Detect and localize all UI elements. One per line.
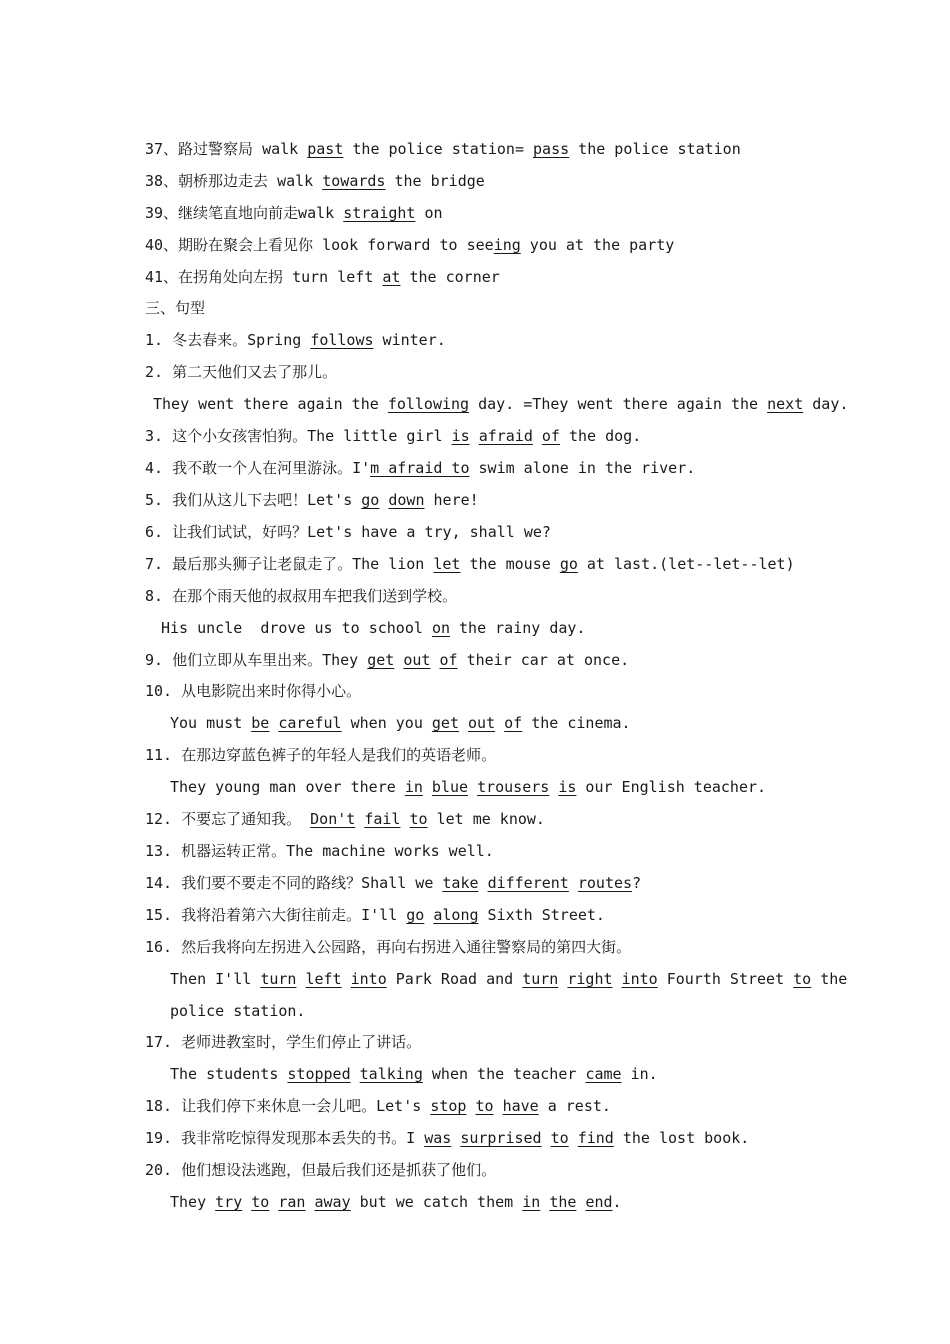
underlined-answer: left <box>305 970 342 988</box>
text-segment <box>400 810 409 828</box>
underlined-answer: ran <box>278 1193 306 1211</box>
text-segment: day. =They went there again the <box>469 395 768 413</box>
text-line <box>161 618 585 638</box>
text-segment <box>569 1129 578 1147</box>
underlined-answer: careful <box>278 714 342 732</box>
text-segment: 1. 冬去春来。Spring <box>145 331 311 349</box>
underlined-answer: on <box>431 619 450 637</box>
text-segment <box>305 1193 314 1211</box>
text-segment: police station. <box>170 1002 306 1020</box>
underlined-answer: down <box>388 491 425 509</box>
text-segment: winter. <box>373 331 446 349</box>
text-segment <box>351 1065 360 1083</box>
text-segment: 41、在拐角处向左拐 turn left <box>145 268 383 286</box>
underlined-answer: along <box>433 906 479 924</box>
text-line <box>145 809 545 829</box>
text-line <box>145 203 443 223</box>
text-segment: 14. 我们要不要走不同的路线？Shall we <box>145 874 443 892</box>
text-segment: the corner <box>400 268 500 286</box>
underlined-answer: turn <box>522 970 559 988</box>
text-segment: 38、朝桥那边走去 walk <box>145 172 323 190</box>
underlined-answer: towards <box>322 172 386 190</box>
text-line <box>145 139 741 159</box>
text-segment: here! <box>424 491 479 509</box>
text-segment: you at the party <box>520 236 675 254</box>
text-segment: the dog. <box>559 427 642 445</box>
text-line <box>145 490 479 510</box>
underlined-answer: afraid <box>478 427 533 445</box>
text-segment <box>479 874 488 892</box>
underlined-answer: past <box>307 140 344 158</box>
text-segment: Sixth Street. <box>478 906 605 924</box>
underlined-answer: is <box>451 427 470 445</box>
text-segment <box>468 778 477 796</box>
text-line <box>145 362 337 382</box>
text-line <box>145 330 446 350</box>
underlined-answer: was <box>424 1129 452 1147</box>
text-segment: when you <box>341 714 432 732</box>
text-segment: ? <box>632 874 642 892</box>
text-segment: 2. 第二天他们又去了那儿。 <box>145 363 338 381</box>
text-segment: 20. 他们想设法逃跑，但最后我们还是抓获了他们。 <box>145 1161 497 1179</box>
underlined-answer: stopped <box>287 1065 351 1083</box>
text-segment: Then I'll <box>170 970 261 988</box>
text-segment: They <box>170 1193 216 1211</box>
text-segment: 39、继续笔直地向前走walk <box>145 204 344 222</box>
underlined-answer: away <box>314 1193 351 1211</box>
text-line <box>145 1096 611 1116</box>
underlined-answer: is <box>558 778 577 796</box>
underlined-answer: blue <box>431 778 469 796</box>
text-segment <box>242 1193 251 1211</box>
underlined-answer: follows <box>310 331 374 349</box>
underlined-answer: the <box>549 1193 577 1211</box>
text-segment <box>533 427 542 445</box>
text-segment: day. <box>803 395 849 413</box>
text-line <box>145 267 500 287</box>
text-segment: the cinema. <box>522 714 631 732</box>
text-segment: 7. 最后那头狮子让老鼠走了。The lion <box>145 555 434 573</box>
text-segment: swim alone in the river. <box>469 459 696 477</box>
underlined-answer: try <box>215 1193 243 1211</box>
underlined-answer: get <box>431 714 459 732</box>
text-line <box>170 777 766 797</box>
text-segment: our English teacher. <box>576 778 767 796</box>
underlined-answer: Don't <box>310 810 356 828</box>
underlined-answer: fail <box>364 810 401 828</box>
text-line <box>145 554 795 574</box>
underlined-answer: in <box>522 1193 541 1211</box>
text-line <box>145 937 631 957</box>
underlined-answer: talking <box>359 1065 423 1083</box>
underlined-answer: next <box>767 395 804 413</box>
text-segment <box>542 1129 551 1147</box>
underlined-answer: routes <box>577 874 633 892</box>
text-segment: The students <box>170 1065 288 1083</box>
text-segment <box>459 714 468 732</box>
underlined-answer: find <box>577 1129 614 1147</box>
text-line <box>170 713 631 733</box>
underlined-answer: m afraid to <box>370 459 470 477</box>
underlined-answer: to <box>409 810 428 828</box>
underlined-answer: stop <box>430 1097 467 1115</box>
text-line <box>145 681 361 701</box>
underlined-answer: right <box>567 970 613 988</box>
text-line <box>170 969 847 989</box>
underlined-answer: of <box>439 651 458 669</box>
text-line <box>145 522 551 542</box>
text-segment: at last.(let--let--let) <box>577 555 795 573</box>
text-segment <box>613 970 622 988</box>
text-line <box>145 298 205 318</box>
text-line <box>145 586 457 606</box>
text-line <box>145 745 496 765</box>
text-segment: 4. 我不敢一个人在河里游泳。I' <box>145 459 371 477</box>
text-segment: but we catch them <box>350 1193 523 1211</box>
text-line <box>145 650 629 670</box>
text-segment: They young man over there <box>170 778 405 796</box>
text-segment: Park Road and <box>386 970 523 988</box>
underlined-answer: out <box>403 651 431 669</box>
text-line <box>145 905 605 925</box>
text-segment: . <box>612 1193 622 1211</box>
underlined-answer: into <box>621 970 658 988</box>
text-line <box>145 873 641 893</box>
text-segment: 10. 从电影院出来时你得小心。 <box>145 682 362 700</box>
underlined-answer: pass <box>533 140 570 158</box>
underlined-answer: to <box>475 1097 494 1115</box>
text-segment <box>470 427 479 445</box>
text-segment: on <box>415 204 443 222</box>
underlined-answer: get <box>367 651 395 669</box>
text-segment <box>569 874 578 892</box>
text-segment: in. <box>621 1065 658 1083</box>
underlined-answer: let <box>433 555 461 573</box>
underlined-answer: to <box>251 1193 270 1211</box>
text-line <box>170 1192 622 1212</box>
text-segment: 16. 然后我将向左拐进入公园路，再向右拐进入通往警察局的第四大街。 <box>145 938 632 956</box>
text-line <box>145 1160 496 1180</box>
text-segment: when the teacher <box>422 1065 586 1083</box>
text-segment: 12. 不要忘了通知我。 <box>145 810 311 828</box>
underlined-answer: into <box>350 970 387 988</box>
text-segment: 8. 在那个雨天他的叔叔用车把我们送到学校。 <box>145 587 458 605</box>
underlined-answer: trousers <box>477 778 550 796</box>
text-segment: 9. 他们立即从车里出来。They <box>145 651 368 669</box>
underlined-answer: at <box>382 268 401 286</box>
text-segment: their car at once. <box>457 651 630 669</box>
underlined-answer: surprised <box>460 1129 542 1147</box>
text-line <box>145 1032 421 1052</box>
underlined-answer: ing <box>493 236 521 254</box>
text-segment: 40、期盼在聚会上看见你 look forward to see <box>145 236 494 254</box>
text-segment: 三、句型 <box>145 299 206 317</box>
text-segment <box>451 1129 460 1147</box>
text-segment: the police station <box>569 140 741 158</box>
text-line <box>170 1064 658 1084</box>
text-line <box>145 1128 749 1148</box>
underlined-answer: turn <box>260 970 297 988</box>
underlined-answer: go <box>406 906 425 924</box>
text-segment: the mouse <box>460 555 560 573</box>
underlined-answer: end <box>585 1193 613 1211</box>
underlined-answer: different <box>487 874 569 892</box>
underlined-answer: out <box>468 714 496 732</box>
underlined-answer: go <box>559 555 578 573</box>
text-segment: Fourth Street <box>657 970 794 988</box>
text-line <box>153 394 848 414</box>
text-segment <box>540 1193 549 1211</box>
text-segment: 18. 让我们停下来休息一会儿吧。Let's <box>145 1097 431 1115</box>
text-line <box>145 458 695 478</box>
text-segment: His uncle drove us to school <box>161 619 432 637</box>
text-segment: the bridge <box>385 172 485 190</box>
text-segment: 5. 我们从这儿下去吧！Let's <box>145 491 362 509</box>
underlined-answer: came <box>585 1065 622 1083</box>
text-segment: 37、路过警察局 walk <box>145 140 308 158</box>
text-segment: They went there again the <box>153 395 388 413</box>
underlined-answer: following <box>387 395 470 413</box>
text-line <box>145 171 485 191</box>
text-segment: let me know. <box>427 810 545 828</box>
text-segment <box>342 970 351 988</box>
text-segment: 13. 机器运转正常。The machine works well. <box>145 842 494 860</box>
text-segment <box>355 810 364 828</box>
text-segment <box>494 1097 503 1115</box>
text-segment <box>430 651 439 669</box>
underlined-answer: straight <box>343 204 416 222</box>
text-segment: 6. 让我们试试，好吗？Let's have a try, shall we? <box>145 523 551 541</box>
text-segment: You must <box>170 714 252 732</box>
text-line <box>170 1001 305 1021</box>
text-segment: the rainy day. <box>450 619 586 637</box>
text-segment: 17. 老师进教室时，学生们停止了讲话。 <box>145 1033 422 1051</box>
underlined-answer: in <box>404 778 423 796</box>
underlined-answer: of <box>504 714 523 732</box>
underlined-answer: to <box>793 970 812 988</box>
text-segment <box>423 778 432 796</box>
underlined-answer: to <box>550 1129 569 1147</box>
text-segment: 3. 这个小女孩害怕狗。The little girl <box>145 427 452 445</box>
text-segment: the lost book. <box>613 1129 750 1147</box>
underlined-answer: go <box>361 491 380 509</box>
text-segment: a rest. <box>538 1097 611 1115</box>
text-segment <box>495 714 504 732</box>
text-segment: 11. 在那边穿蓝色裤子的年轻人是我们的英语老师。 <box>145 746 497 764</box>
text-segment: 15. 我将沿着第六大街往前走。I'll <box>145 906 407 924</box>
text-segment: the <box>811 970 848 988</box>
text-segment: 19. 我非常吃惊得发现那本丢失的书。I <box>145 1129 425 1147</box>
text-line <box>145 426 641 446</box>
underlined-answer: take <box>442 874 479 892</box>
text-segment: the police station= <box>343 140 534 158</box>
underlined-answer: be <box>251 714 270 732</box>
text-line <box>145 841 494 861</box>
underlined-answer: have <box>502 1097 539 1115</box>
underlined-answer: of <box>541 427 560 445</box>
text-line <box>145 235 674 255</box>
text-segment <box>549 778 558 796</box>
